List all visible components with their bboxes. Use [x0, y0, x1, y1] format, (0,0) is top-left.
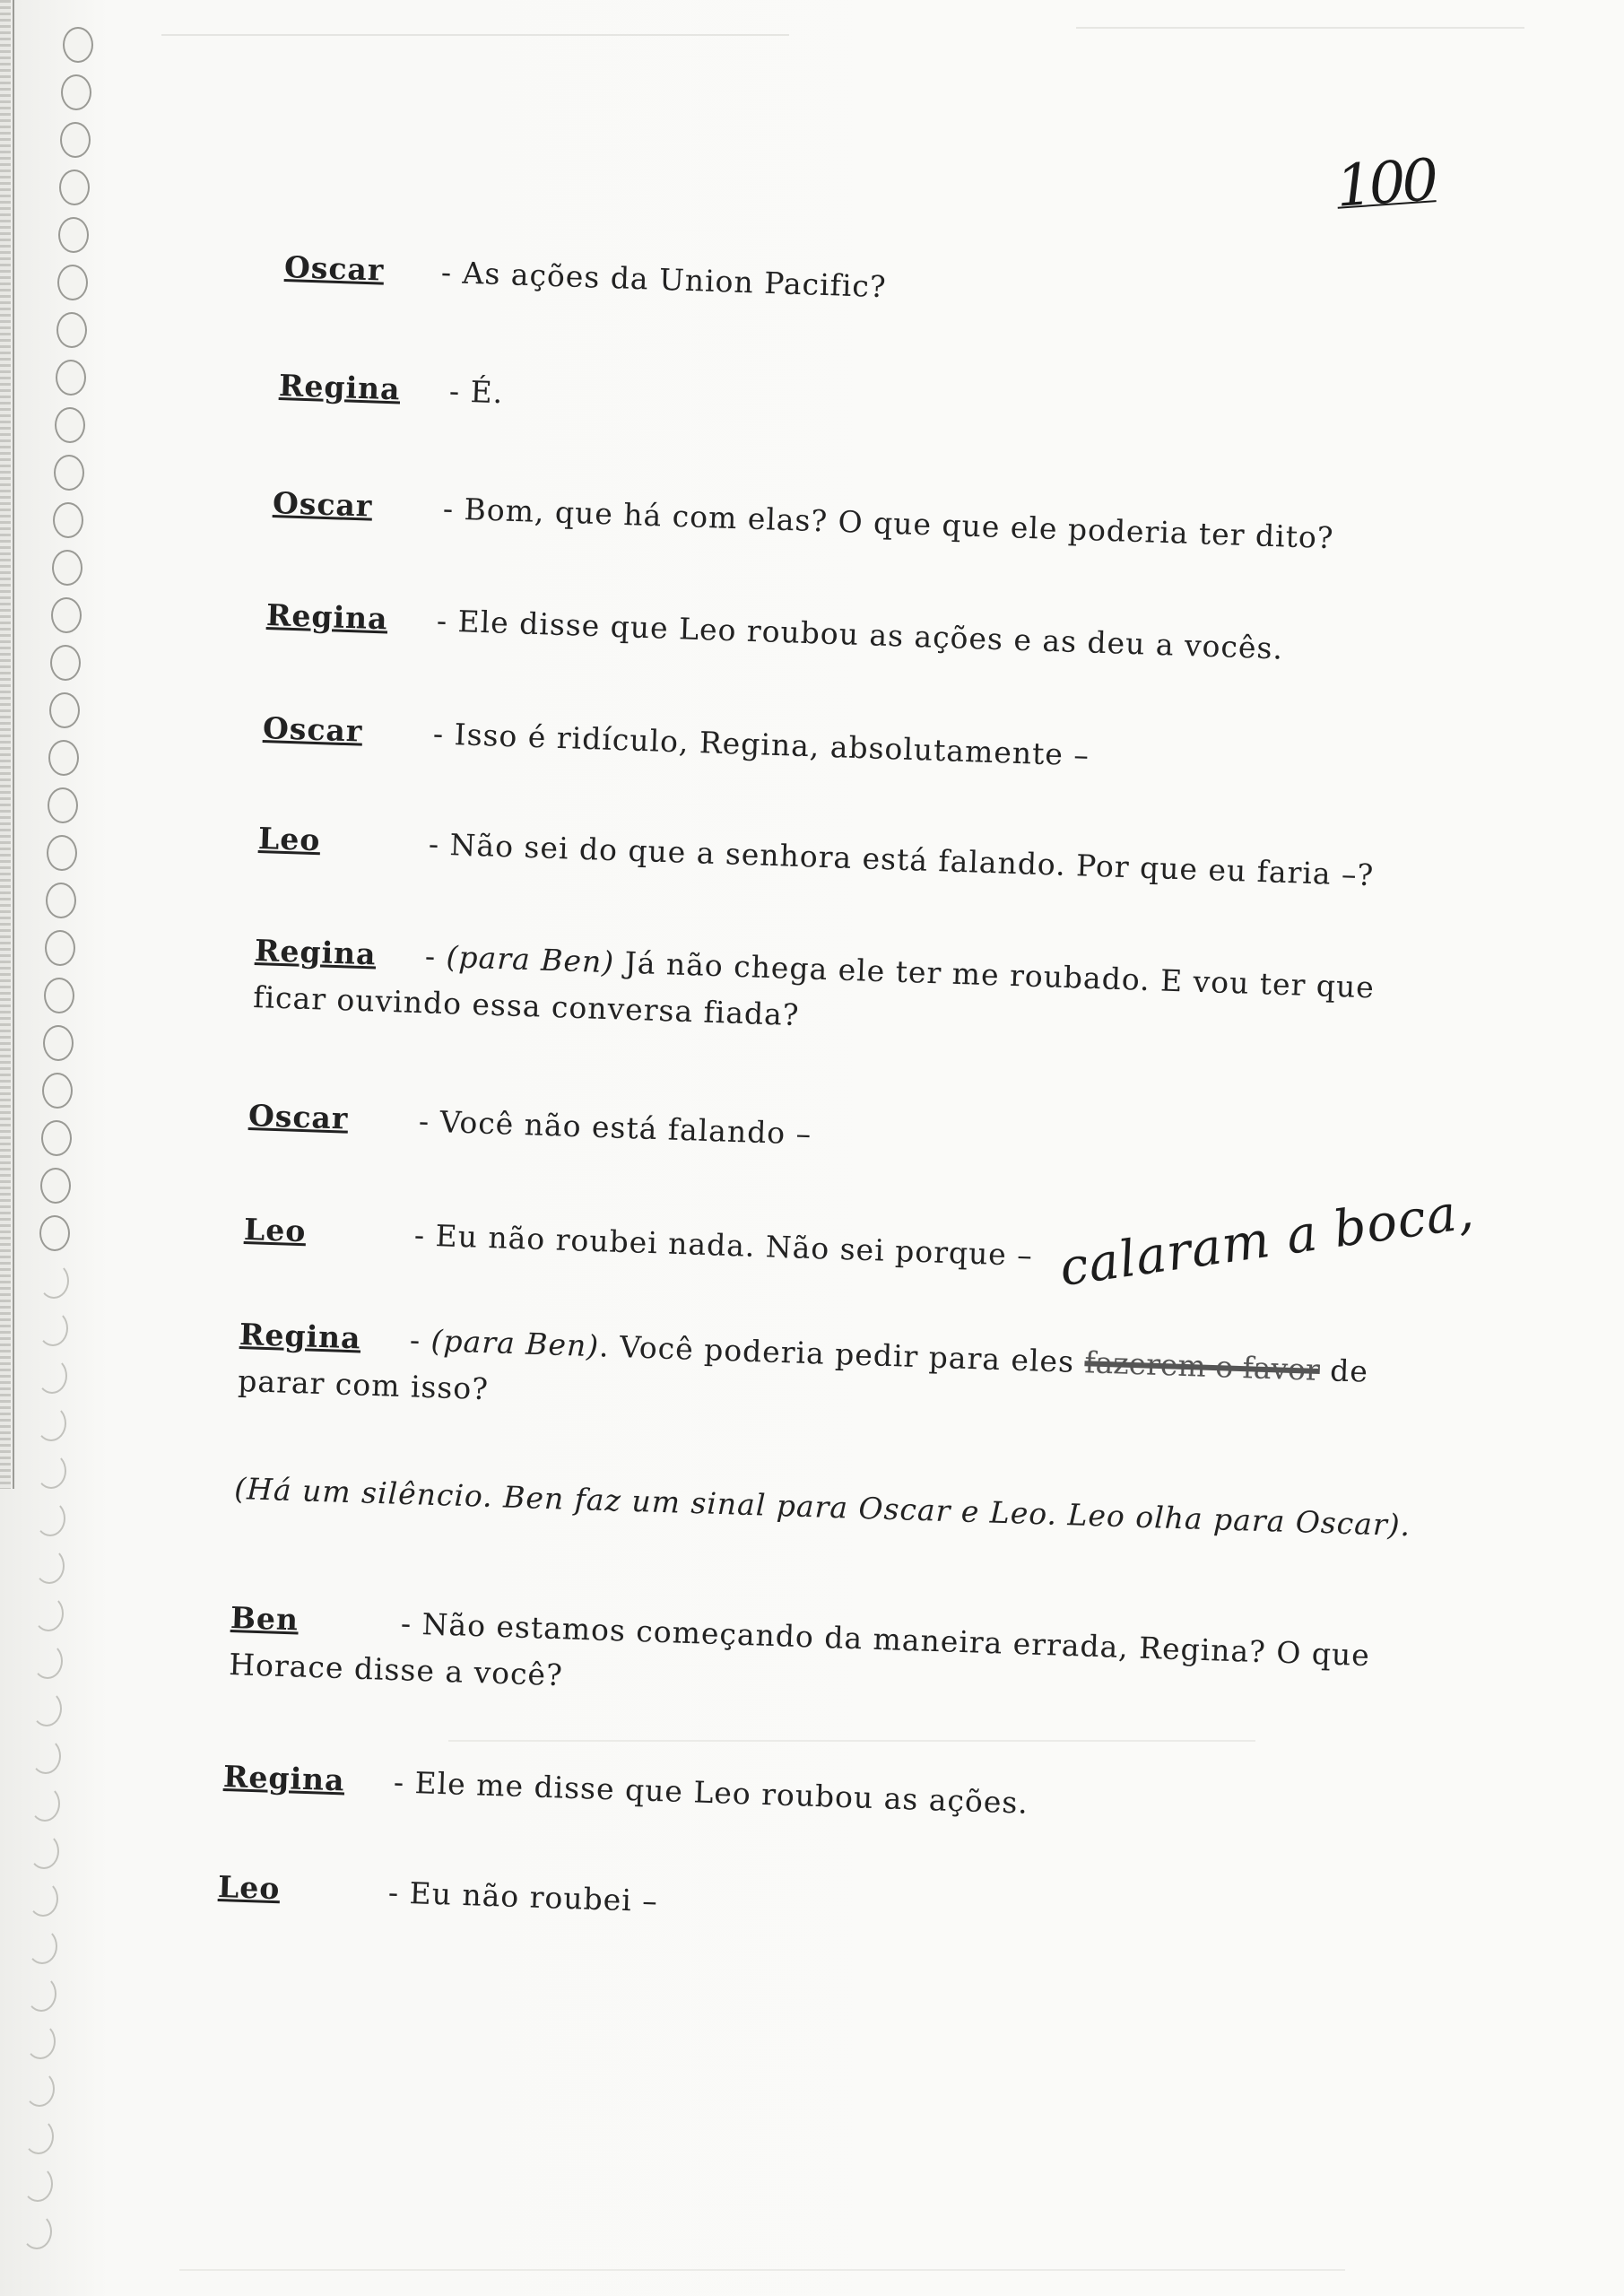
- dialogue-line: [278, 362, 1445, 411]
- binder-hole: [35, 1500, 65, 1536]
- speaker-name: Leo: [257, 820, 321, 858]
- binder-hole: [48, 740, 79, 776]
- binder-hole: [51, 597, 82, 633]
- dialogue-line: [222, 1753, 1389, 1821]
- binder-hole: [56, 360, 86, 396]
- binder-hole: [47, 835, 77, 871]
- dialogue-text-main: Já não chega ele ter me roubado. E vou ter que: [623, 944, 1376, 1005]
- scan-speck: [161, 34, 789, 36]
- speaker-name: Regina: [222, 1758, 346, 1798]
- page-number: 100: [1333, 147, 1437, 221]
- dialogue-continuation: ficar ouvindo essa conversa fiada?: [252, 978, 801, 1033]
- dialogue-text: - Você não está falando –: [418, 1103, 812, 1152]
- binder-hole: [56, 312, 87, 348]
- stage-direction-inline: (para Ben): [446, 939, 615, 980]
- dialogue-text: - Ele me disse que Leo roubou as ações.: [393, 1764, 1029, 1821]
- binder-hole: [54, 455, 84, 491]
- binder-hole: [39, 1215, 70, 1251]
- scan-speck: [179, 2269, 1345, 2271]
- binder-hole: [41, 1120, 72, 1156]
- scan-speck: [1076, 27, 1524, 29]
- dialogue-text: - É.: [448, 373, 504, 411]
- binder-hole: [36, 1453, 66, 1489]
- dialogue-line: [265, 592, 1432, 666]
- dialogue-line: [237, 1311, 1405, 1407]
- binder-hole: [49, 692, 80, 728]
- binder-hole: [22, 2166, 53, 2202]
- binder-hole: [40, 1168, 71, 1204]
- speaker-name: Oscar: [248, 1097, 349, 1136]
- speaker-name: Leo: [243, 1211, 307, 1249]
- binder-hole: [24, 2071, 55, 2107]
- dialogue-text: - Eu não roubei –: [387, 1874, 659, 1919]
- speaker-name: Ben: [230, 1599, 300, 1638]
- binder-hole: [26, 1976, 56, 2012]
- dialogue-dash: -: [409, 1322, 421, 1358]
- binder-hole: [46, 883, 76, 918]
- dialogue-continuation: Horace disse a você?: [228, 1646, 564, 1693]
- binder-hole: [60, 122, 91, 158]
- binder-hole: [27, 1928, 57, 1964]
- dialogue-line: [252, 927, 1420, 1033]
- struck-text: fazerem o favor: [1083, 1344, 1321, 1387]
- stage-direction-inline: (para Ben): [430, 1323, 600, 1364]
- spine-line: [13, 0, 14, 1489]
- dialogue-line: [257, 815, 1424, 893]
- speaker-name: Oscar: [283, 248, 385, 288]
- binder-hole: [23, 2118, 54, 2154]
- binder-hole: [38, 1310, 68, 1346]
- binder-hole: [31, 1691, 62, 1726]
- binder-hole: [52, 550, 83, 586]
- binder-hole: [25, 2023, 56, 2059]
- binder-hole: [34, 1548, 65, 1584]
- binder-hole: [59, 170, 90, 205]
- binder-hole: [28, 1881, 58, 1917]
- speaker-name: Leo: [217, 1868, 281, 1907]
- dialogue-text: - Eu não roubei nada. Não sei porque –: [413, 1217, 1034, 1274]
- dialogue-line: [228, 1595, 1396, 1693]
- binder-hole: [22, 2213, 52, 2249]
- binder-hole: [33, 1596, 64, 1631]
- speaker-name: Regina: [278, 367, 402, 407]
- dialogue-text: - Não sei do que a senhora está falando. Por que eu faria –?: [428, 826, 1375, 893]
- speaker-name: Oscar: [272, 484, 373, 524]
- binder-hole: [30, 1786, 60, 1822]
- stage-direction: (Há um silêncio. Ben faz um sinal para Oscar e Leo. Leo olha para Oscar).: [233, 1471, 1411, 1544]
- speaker-name: Regina: [239, 1316, 362, 1356]
- dialogue-text-main: . Você poderia pedir para eles: [598, 1328, 1075, 1379]
- binder-hole: [36, 1405, 66, 1441]
- binder-hole: [39, 1263, 69, 1299]
- binder-hole: [55, 407, 85, 443]
- dialogue-text-main: - Não estamos começando da maneira errada, Regina? O que: [400, 1605, 1371, 1674]
- binder-hole: [61, 74, 91, 110]
- scan-speck: [448, 1740, 1255, 1742]
- dialogue-text: - As ações da Union Pacific?: [440, 254, 888, 305]
- dialogue-dash: -: [424, 938, 437, 974]
- dialogue-line: [248, 1092, 1414, 1152]
- binder-hole: [63, 27, 93, 63]
- dialogue-line: [283, 244, 1450, 305]
- dialogue-text: - Bom, que há com elas? O que que ele poderia ter dito?: [442, 491, 1335, 556]
- speaker-name: Regina: [254, 932, 378, 972]
- binder-hole: [42, 1073, 73, 1109]
- speaker-name: Regina: [265, 596, 389, 637]
- binder-hole: [50, 645, 81, 681]
- binder-hole: [57, 265, 88, 300]
- binder-hole: [58, 217, 89, 253]
- binder-hole: [48, 787, 78, 823]
- binder-hole: [44, 978, 74, 1013]
- binder-hole: [29, 1833, 59, 1869]
- binder-hole: [45, 930, 75, 966]
- dialogue-text-after: de: [1329, 1352, 1369, 1389]
- binder-hole: [37, 1358, 67, 1394]
- dialogue-continuation: parar com isso?: [237, 1362, 490, 1407]
- binder-hole: [43, 1025, 74, 1061]
- binder-holes: [36, 0, 117, 2296]
- dialogue-line: [262, 705, 1429, 773]
- binder-hole: [53, 502, 83, 538]
- handwritten-annotation: calaram a boca,: [1055, 1181, 1478, 1299]
- binder-hole: [30, 1738, 61, 1774]
- dialogue-line: [217, 1864, 1384, 1919]
- binding-edge: [0, 0, 11, 1489]
- dialogue-line: [272, 480, 1438, 556]
- dialogue-text: - Ele disse que Leo roubou as ações e as deu a vocês.: [436, 603, 1284, 666]
- binder-hole: [32, 1643, 63, 1679]
- speaker-name: Oscar: [262, 709, 363, 749]
- dialogue-text: - Isso é ridículo, Regina, absolutamente –: [432, 716, 1090, 773]
